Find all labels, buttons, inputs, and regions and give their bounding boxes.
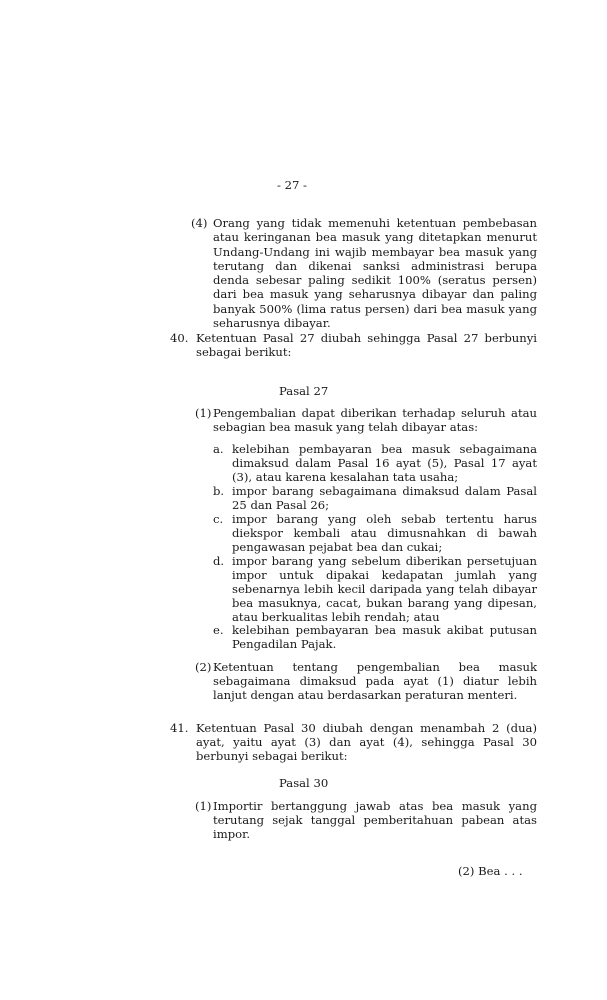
text-line: atau keringanan bea masuk yang ditetapkan menurut — [213, 230, 537, 244]
article-title: Pasal 27 — [279, 384, 329, 398]
text-line: atau berkualitas lebih rendah; atau — [232, 610, 440, 624]
continuation-marker: (2) Bea . . . — [458, 864, 523, 878]
list-letter: b. — [213, 484, 225, 498]
list-letter: e. — [213, 623, 224, 637]
list-letter: d. — [213, 554, 225, 568]
text-line: 25 dan Pasal 26; — [232, 498, 330, 512]
text-line: diekspor kembali atau dimusnahkan di bawah — [232, 526, 537, 540]
paragraph-number: (1) — [195, 799, 212, 813]
text-line: impor barang yang oleh sebab tertentu harus — [232, 512, 537, 526]
text-line: impor barang sebagaimana dimaksud dalam Pasal — [232, 484, 537, 498]
text-line: dari bea masuk yang seharusnya dibayar dan paling — [213, 287, 537, 301]
paragraph-number: (2) — [195, 660, 212, 674]
text-line: Ketentuan Pasal 30 diubah dengan menambah 2 (dua) — [196, 721, 537, 735]
text-line: pengawasan pejabat bea dan cukai; — [232, 540, 443, 554]
text-line: impor. — [213, 827, 251, 841]
text-line: seharusnya dibayar. — [213, 316, 331, 330]
text-line: sebenarnya lebih kecil daripada yang telah dibayar — [232, 582, 537, 596]
page-number: - 27 - — [277, 178, 307, 192]
text-line: Ketentuan tentang pengembalian bea masuk — [213, 660, 537, 674]
text-line: impor untuk dipakai kedapatan jumlah yang — [232, 568, 537, 582]
article-title: Pasal 30 — [279, 776, 329, 790]
text-line: impor barang yang sebelum diberikan persetujuan — [232, 554, 537, 568]
text-line: Ketentuan Pasal 27 diubah sehingga Pasal 27 berbunyi — [196, 331, 537, 345]
text-line: sebagai berikut: — [196, 345, 292, 359]
text-line: Orang yang tidak memenuhi ketentuan pembebasan — [213, 216, 537, 230]
item-number: 40. — [170, 331, 189, 345]
text-line: Pengembalian dapat diberikan terhadap seluruh atau — [213, 406, 537, 420]
text-line: Importir bertanggung jawab atas bea masuk yang — [213, 799, 537, 813]
list-letter: a. — [213, 442, 224, 456]
text-line: kelebihan pembayaran bea masuk sebagaimana — [232, 442, 537, 456]
list-letter: c. — [213, 512, 224, 526]
text-line: dimaksud dalam Pasal 16 ayat (5), Pasal 17 ayat — [232, 456, 537, 470]
text-line: sebagian bea masuk yang telah dibayar atas: — [213, 420, 479, 434]
text-line: terutang sejak tanggal pemberitahuan pabean atas — [213, 813, 537, 827]
text-line: Undang-Undang ini wajib membayar bea masuk yang — [213, 245, 537, 259]
text-line: banyak 500% (lima ratus persen) dari bea masuk yang — [213, 302, 537, 316]
text-line: bea masuknya, cacat, bukan barang yang dipesan, — [232, 596, 537, 610]
item-number: 41. — [170, 721, 189, 735]
text-line: Pengadilan Pajak. — [232, 637, 337, 651]
text-line: lanjut dengan atau berdasarkan peraturan menteri. — [213, 688, 518, 702]
text-line: berbunyi sebagai berikut: — [196, 749, 348, 763]
text-line: terutang dan dikenai sanksi administrasi berupa — [213, 259, 537, 273]
paragraph-number: (4) — [191, 216, 208, 230]
paragraph-number: (1) — [195, 406, 212, 420]
text-line: kelebihan pembayaran bea masuk akibat putusan — [232, 623, 537, 637]
text-line: (3), atau karena kesalahan tata usaha; — [232, 470, 459, 484]
text-line: denda sebesar paling sedikit 100% (seratus persen) — [213, 273, 537, 287]
text-line: sebagaimana dimaksud pada ayat (1) diatur lebih — [213, 674, 537, 688]
text-line: ayat, yaitu ayat (3) dan ayat (4), sehingga Pasal 30 — [196, 735, 537, 749]
